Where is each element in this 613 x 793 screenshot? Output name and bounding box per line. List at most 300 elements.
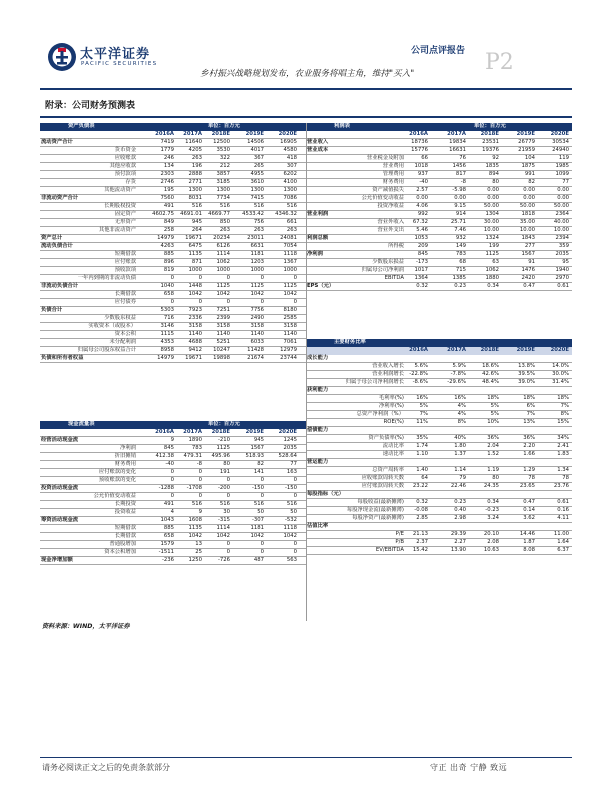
value-cell: -1511 — [158, 549, 174, 555]
row-label: 应付账款 — [114, 259, 136, 265]
value-cell: 1843 — [521, 235, 535, 241]
row-label: 投资净收益 — [377, 203, 404, 209]
year-label: 2018E — [480, 347, 499, 353]
value-cell: 22.46 — [450, 483, 466, 489]
value-cell: 5.9% — [452, 363, 466, 369]
table-row — [40, 437, 306, 445]
row-label: P/B — [395, 539, 404, 545]
table-title: 利润表 — [334, 123, 350, 129]
value-cell: 1125 — [485, 251, 499, 257]
value-cell: 0 — [198, 477, 202, 483]
table-row — [40, 139, 306, 147]
value-cell: 1042 — [188, 533, 202, 539]
table-header — [306, 123, 572, 131]
value-cell: 14.46 — [519, 531, 535, 537]
value-cell: 6033 — [250, 339, 264, 345]
value-cell: 23.65 — [519, 483, 535, 489]
value-cell: 2888 — [188, 171, 202, 177]
value-cell: 10.00 — [483, 227, 499, 233]
value-cell: 2.98 — [454, 515, 466, 521]
row-label: 折旧摊销 — [114, 453, 136, 459]
value-cell: 11640 — [185, 139, 202, 145]
table-row — [40, 549, 306, 557]
value-cell: 0.34 — [487, 283, 499, 289]
value-cell: 1.83 — [557, 451, 569, 457]
row-label: 长期投资 — [114, 501, 136, 507]
value-cell: 0 — [198, 275, 202, 281]
value-cell: 2364 — [555, 211, 569, 217]
table-row — [306, 443, 572, 451]
value-cell: 19671 — [185, 235, 202, 241]
table-row — [306, 211, 572, 219]
value-cell: 2.04 — [487, 443, 499, 449]
value-cell: 19376 — [482, 147, 499, 153]
row-label: 应付债券 — [114, 299, 136, 305]
footer-rule — [40, 757, 572, 758]
value-cell: 119 — [558, 155, 569, 161]
ratio-group-header — [306, 523, 572, 531]
table-row — [40, 163, 306, 171]
table-row — [40, 339, 306, 347]
row-label: 归属母公司净利润 — [361, 267, 404, 273]
row-label: 营业收入 — [307, 139, 329, 145]
value-cell: 6202 — [283, 171, 297, 177]
row-label: ROE(%) — [383, 419, 404, 425]
table-row — [40, 187, 306, 195]
value-cell: 1.37 — [454, 451, 466, 457]
value-cell: 1.87 — [523, 539, 535, 545]
row-label: 少数股东损益 — [372, 259, 404, 265]
value-cell: 0 — [198, 299, 202, 305]
value-cell: 0 — [260, 275, 264, 281]
value-cell: 563 — [286, 557, 297, 563]
table-row — [40, 219, 306, 227]
row-label: 营业利润 — [307, 211, 329, 217]
value-cell: 10.00 — [519, 227, 535, 233]
value-cell: 7% — [419, 411, 428, 417]
row-label: 普通股增加 — [109, 541, 136, 547]
value-cell: -8 — [460, 179, 466, 185]
year-label: 2016A — [155, 429, 174, 435]
table-row — [306, 507, 572, 515]
value-cell: 8031 — [188, 195, 202, 201]
table-title: 资产负债表 — [68, 123, 95, 129]
value-cell: 0 — [293, 549, 297, 555]
value-cell: 3158 — [188, 323, 202, 329]
row-label: 少数股东权益 — [104, 315, 136, 321]
value-cell: 0 — [293, 477, 297, 483]
row-label: 现金净增加额 — [41, 557, 73, 563]
value-cell: 1448 — [188, 283, 202, 289]
year-label: 2017A — [183, 429, 202, 435]
value-cell: 3530 — [216, 147, 230, 153]
value-cell: 263 — [191, 155, 202, 161]
value-cell: 1567 — [521, 251, 535, 257]
value-cell: 945 — [253, 437, 264, 443]
table-row — [306, 219, 572, 227]
table-row — [306, 547, 572, 555]
row-label: 一年内到期的非流动负债 — [77, 275, 136, 281]
row-label: EBITDA — [384, 275, 404, 281]
value-cell: 1300 — [283, 187, 297, 193]
value-cell: 1099 — [555, 171, 569, 177]
value-cell: 11428 — [247, 347, 264, 353]
value-cell: 516 — [219, 501, 230, 507]
table-row — [306, 235, 572, 243]
row-label: 投资活动现金流 — [41, 485, 79, 491]
value-cell: 80 — [223, 461, 230, 467]
table-row — [40, 155, 306, 163]
row-label: 存货 — [125, 179, 136, 185]
value-cell: -0.23 — [485, 507, 499, 513]
value-cell: 82 — [528, 179, 535, 185]
group-title: 成长能力 — [307, 355, 329, 361]
value-cell: 18% — [523, 395, 535, 401]
group-title: 营运能力 — [307, 459, 329, 465]
value-cell: 849 — [163, 219, 174, 225]
value-cell: 491 — [163, 501, 174, 507]
value-cell: 19671 — [185, 355, 202, 361]
year-label: 2020E — [550, 131, 569, 137]
value-cell: -29.6% — [447, 379, 466, 385]
value-cell: 1890 — [188, 437, 202, 443]
value-cell: 0.32 — [416, 499, 428, 505]
source-note: 资料来源：WIND，太平洋证券 — [42, 623, 130, 630]
value-cell: 7756 — [250, 307, 264, 313]
value-cell: 367 — [253, 155, 264, 161]
value-cell: 15776 — [411, 147, 428, 153]
value-cell: 1181 — [250, 251, 264, 257]
value-cell: 0.00 — [487, 195, 499, 201]
ratio-group-header — [306, 491, 572, 499]
value-cell: -8.6% — [412, 379, 428, 385]
value-cell: 3158 — [216, 323, 230, 329]
value-cell: 6126 — [216, 243, 230, 249]
value-cell: 50 — [290, 509, 297, 515]
value-cell: 4% — [457, 411, 466, 417]
value-cell: 4602.75 — [152, 211, 174, 217]
value-cell: 0 — [170, 469, 174, 475]
value-cell: 258 — [163, 227, 174, 233]
value-cell: 4688 — [188, 339, 202, 345]
value-cell: 871 — [191, 259, 202, 265]
value-cell: 1000 — [216, 267, 230, 273]
value-cell: 4 — [170, 509, 174, 515]
table-row — [40, 171, 306, 179]
value-cell: 516 — [253, 501, 264, 507]
value-cell: 78 — [562, 475, 569, 481]
year-label: 2018E — [211, 429, 230, 435]
value-cell: 5303 — [160, 307, 174, 313]
value-cell: 885 — [163, 525, 174, 531]
value-cell: 412.38 — [155, 453, 174, 459]
value-cell: 0 — [226, 493, 230, 499]
value-cell: 817 — [455, 171, 466, 177]
value-cell: 0 — [226, 299, 230, 305]
value-cell: 7415 — [250, 195, 264, 201]
value-cell: 3857 — [216, 171, 230, 177]
row-label: 资产总计 — [41, 235, 63, 241]
value-cell: 95 — [562, 259, 569, 265]
table-row — [40, 235, 306, 243]
value-cell: 1835 — [485, 163, 499, 169]
logo-name-en: PACIFIC SECURITIES — [81, 61, 158, 67]
value-cell: 64 — [421, 475, 428, 481]
value-cell: 1579 — [160, 541, 174, 547]
value-cell: 1042 — [283, 533, 297, 539]
year-label: 2020E — [278, 429, 297, 435]
value-cell: 246 — [163, 155, 174, 161]
table-row — [40, 533, 306, 541]
value-cell: 1.29 — [523, 467, 535, 473]
value-cell: 2.37 — [416, 539, 428, 545]
table-row — [306, 171, 572, 179]
table-row — [306, 531, 572, 539]
row-label: 营业税金及附加 — [366, 155, 404, 161]
value-cell: 4533.42 — [242, 211, 264, 217]
value-cell: 0 — [260, 477, 264, 483]
value-cell: 16905 — [280, 139, 297, 145]
value-cell: 5% — [419, 403, 428, 409]
value-cell: 4691.01 — [180, 211, 202, 217]
value-cell: 265 — [253, 163, 264, 169]
value-cell: 2399 — [216, 315, 230, 321]
group-title: 每股指标（元） — [307, 491, 345, 497]
value-cell: 4% — [457, 403, 466, 409]
table-row — [306, 243, 572, 251]
value-cell: 896 — [163, 259, 174, 265]
value-cell: 9412 — [188, 347, 202, 353]
value-cell: 850 — [219, 219, 230, 225]
table-row — [40, 227, 306, 235]
row-label: 短期借款 — [114, 251, 136, 257]
value-cell: 50.00 — [553, 203, 569, 209]
value-cell: 2585 — [283, 315, 297, 321]
value-cell: 1114 — [216, 525, 230, 531]
year-label: 2019E — [245, 429, 264, 435]
balance-sheet-table — [40, 123, 306, 411]
value-cell: 0.47 — [523, 283, 535, 289]
value-cell: 2035 — [555, 251, 569, 257]
row-label: 营业外收入 — [377, 219, 404, 225]
value-cell: 141 — [253, 469, 264, 475]
value-cell: 40.00 — [553, 219, 569, 225]
value-cell: 6631 — [250, 243, 264, 249]
value-cell: 3158 — [283, 323, 297, 329]
row-label: 应收账款周转天数 — [361, 475, 404, 481]
value-cell: 0 — [293, 493, 297, 499]
year-label: 2017A — [447, 131, 466, 137]
value-cell: 1300 — [216, 187, 230, 193]
row-label: 资产负债率(%) — [368, 435, 404, 441]
table-title: 现金流量表 — [68, 421, 95, 427]
row-label: 长期股权投资 — [104, 203, 136, 209]
group-title: 估值比率 — [307, 523, 329, 529]
ratio-group-header — [306, 387, 572, 395]
row-label: 流动资产合计 — [41, 139, 73, 145]
year-header-row — [40, 131, 306, 139]
row-label: 长期借款 — [114, 533, 136, 539]
logo-name-cn: 太平洋证券 — [80, 47, 151, 62]
year-label: 2020E — [278, 131, 297, 137]
value-cell: 0.34 — [487, 499, 499, 505]
value-cell: 5.6% — [414, 363, 428, 369]
value-cell: 9.15 — [454, 203, 466, 209]
value-cell: 5% — [490, 411, 499, 417]
value-cell: 4263 — [160, 243, 174, 249]
value-cell: 4955 — [250, 171, 264, 177]
value-cell: 30.0% — [552, 371, 569, 377]
value-cell: 819 — [163, 267, 174, 273]
value-cell: 7061 — [283, 339, 297, 345]
value-cell: 1140 — [283, 331, 297, 337]
row-label: 速动比率 — [382, 451, 404, 457]
value-cell: 29.39 — [450, 531, 466, 537]
row-label: 每股净现金流(最新摊薄) — [346, 507, 404, 513]
table-row — [40, 283, 306, 291]
row-label: 短期借款 — [114, 525, 136, 531]
row-label: 应收账款 — [114, 155, 136, 161]
value-cell: 1324 — [485, 235, 499, 241]
value-cell: 23744 — [280, 355, 297, 361]
value-cell: 661 — [286, 219, 297, 225]
value-cell: 212 — [219, 163, 230, 169]
section-rule — [40, 116, 572, 118]
value-cell: 1818 — [521, 211, 535, 217]
value-cell: -173 — [415, 259, 428, 265]
table-row — [306, 371, 572, 379]
value-cell: 1062 — [485, 267, 499, 273]
value-cell: 1125 — [216, 283, 230, 289]
value-cell: 0 — [293, 275, 297, 281]
row-label: 净利润 — [120, 445, 136, 451]
value-cell: 91 — [528, 259, 535, 265]
year-label: 2020E — [550, 347, 569, 353]
table-row — [40, 453, 306, 461]
row-label: 每股收益(最新摊薄) — [357, 499, 404, 505]
row-label: 预付款项 — [114, 171, 136, 177]
value-cell: 39.5% — [518, 371, 535, 377]
value-cell: 2.27 — [454, 539, 466, 545]
table-row — [306, 467, 572, 475]
value-cell: 7923 — [188, 307, 202, 313]
table-row — [306, 499, 572, 507]
value-cell: 0 — [226, 275, 230, 281]
value-cell: 2.57 — [416, 187, 428, 193]
row-label: P/E — [395, 531, 404, 537]
row-label: 营业费用 — [382, 163, 404, 169]
value-cell: 2771 — [188, 179, 202, 185]
row-label: 筹资活动现金流 — [41, 517, 79, 523]
row-label: 营业收入增长 — [372, 363, 404, 369]
value-cell: -40 — [165, 461, 174, 467]
value-cell: 1042 — [216, 533, 230, 539]
value-cell: 945 — [191, 219, 202, 225]
value-cell: 196 — [191, 163, 202, 169]
value-cell: 1140 — [250, 331, 264, 337]
year-label: 2017A — [447, 347, 466, 353]
ratio-group-header — [306, 355, 572, 363]
value-cell: -1708 — [186, 485, 202, 491]
value-cell: 7% — [526, 411, 535, 417]
value-cell: 1367 — [283, 259, 297, 265]
table-row — [40, 355, 306, 363]
table-row — [306, 395, 572, 403]
value-cell: 1125 — [216, 445, 230, 451]
value-cell: 1880 — [485, 275, 499, 281]
row-label: 固定资产 — [114, 211, 136, 217]
table-row — [40, 299, 306, 307]
value-cell: 0 — [226, 549, 230, 555]
value-cell: 8% — [560, 411, 569, 417]
value-cell: 0.14 — [523, 507, 535, 513]
value-cell: 15.42 — [412, 547, 428, 553]
value-cell: 1042 — [250, 291, 264, 297]
table-row — [40, 525, 306, 533]
value-cell: 1042 — [250, 533, 264, 539]
value-cell: 1125 — [283, 283, 297, 289]
value-cell: 82 — [257, 461, 264, 467]
value-cell: 13 — [195, 541, 202, 547]
value-cell: 11% — [416, 419, 428, 425]
value-cell: 1203 — [250, 259, 264, 265]
value-cell: 5% — [490, 403, 499, 409]
value-cell: 418 — [286, 155, 297, 161]
value-cell: 783 — [191, 445, 202, 451]
value-cell: 4.11 — [557, 515, 569, 521]
table-row — [306, 451, 572, 459]
ratios-header — [306, 339, 572, 347]
table-row — [40, 179, 306, 187]
value-cell: 1.10 — [416, 451, 428, 457]
value-cell: 19834 — [449, 139, 466, 145]
value-cell: 2.20 — [523, 443, 535, 449]
value-cell: 1304 — [485, 211, 499, 217]
value-cell: 277 — [524, 243, 535, 249]
row-label: 公允价值变动收益 — [361, 195, 404, 201]
row-label: 资本公积 — [114, 331, 136, 337]
value-cell: 1114 — [216, 251, 230, 257]
value-cell: 0 — [170, 493, 174, 499]
value-cell: 1985 — [555, 163, 569, 169]
value-cell: 1.74 — [416, 443, 428, 449]
value-cell: 1.52 — [487, 451, 499, 457]
row-label: 预收账款的变化 — [98, 477, 136, 483]
value-cell: 199 — [488, 243, 499, 249]
row-label: 营业外支出 — [377, 227, 404, 233]
year-header-row — [306, 347, 572, 355]
value-cell: 23011 — [247, 235, 264, 241]
row-label: 公允价值变动收益 — [93, 493, 136, 499]
value-cell: 1.64 — [557, 539, 569, 545]
value-cell: 528.64 — [278, 453, 297, 459]
value-cell: 1181 — [250, 525, 264, 531]
row-label: 归属母公司股东权益合计 — [77, 347, 136, 353]
row-label: 无形资产 — [114, 219, 136, 225]
value-cell: 21.13 — [412, 531, 428, 537]
value-cell: 163 — [286, 469, 297, 475]
value-cell: 18% — [557, 395, 569, 401]
value-cell: 16% — [454, 395, 466, 401]
value-cell: 932 — [455, 235, 466, 241]
value-cell: 263 — [286, 227, 297, 233]
value-cell: 0 — [198, 493, 202, 499]
row-label: 归属于母公司净利润增长 — [345, 379, 404, 385]
value-cell: 209 — [417, 243, 428, 249]
value-cell: 1135 — [188, 251, 202, 257]
value-cell: 0 — [260, 541, 264, 547]
income-statement-table — [306, 123, 572, 339]
